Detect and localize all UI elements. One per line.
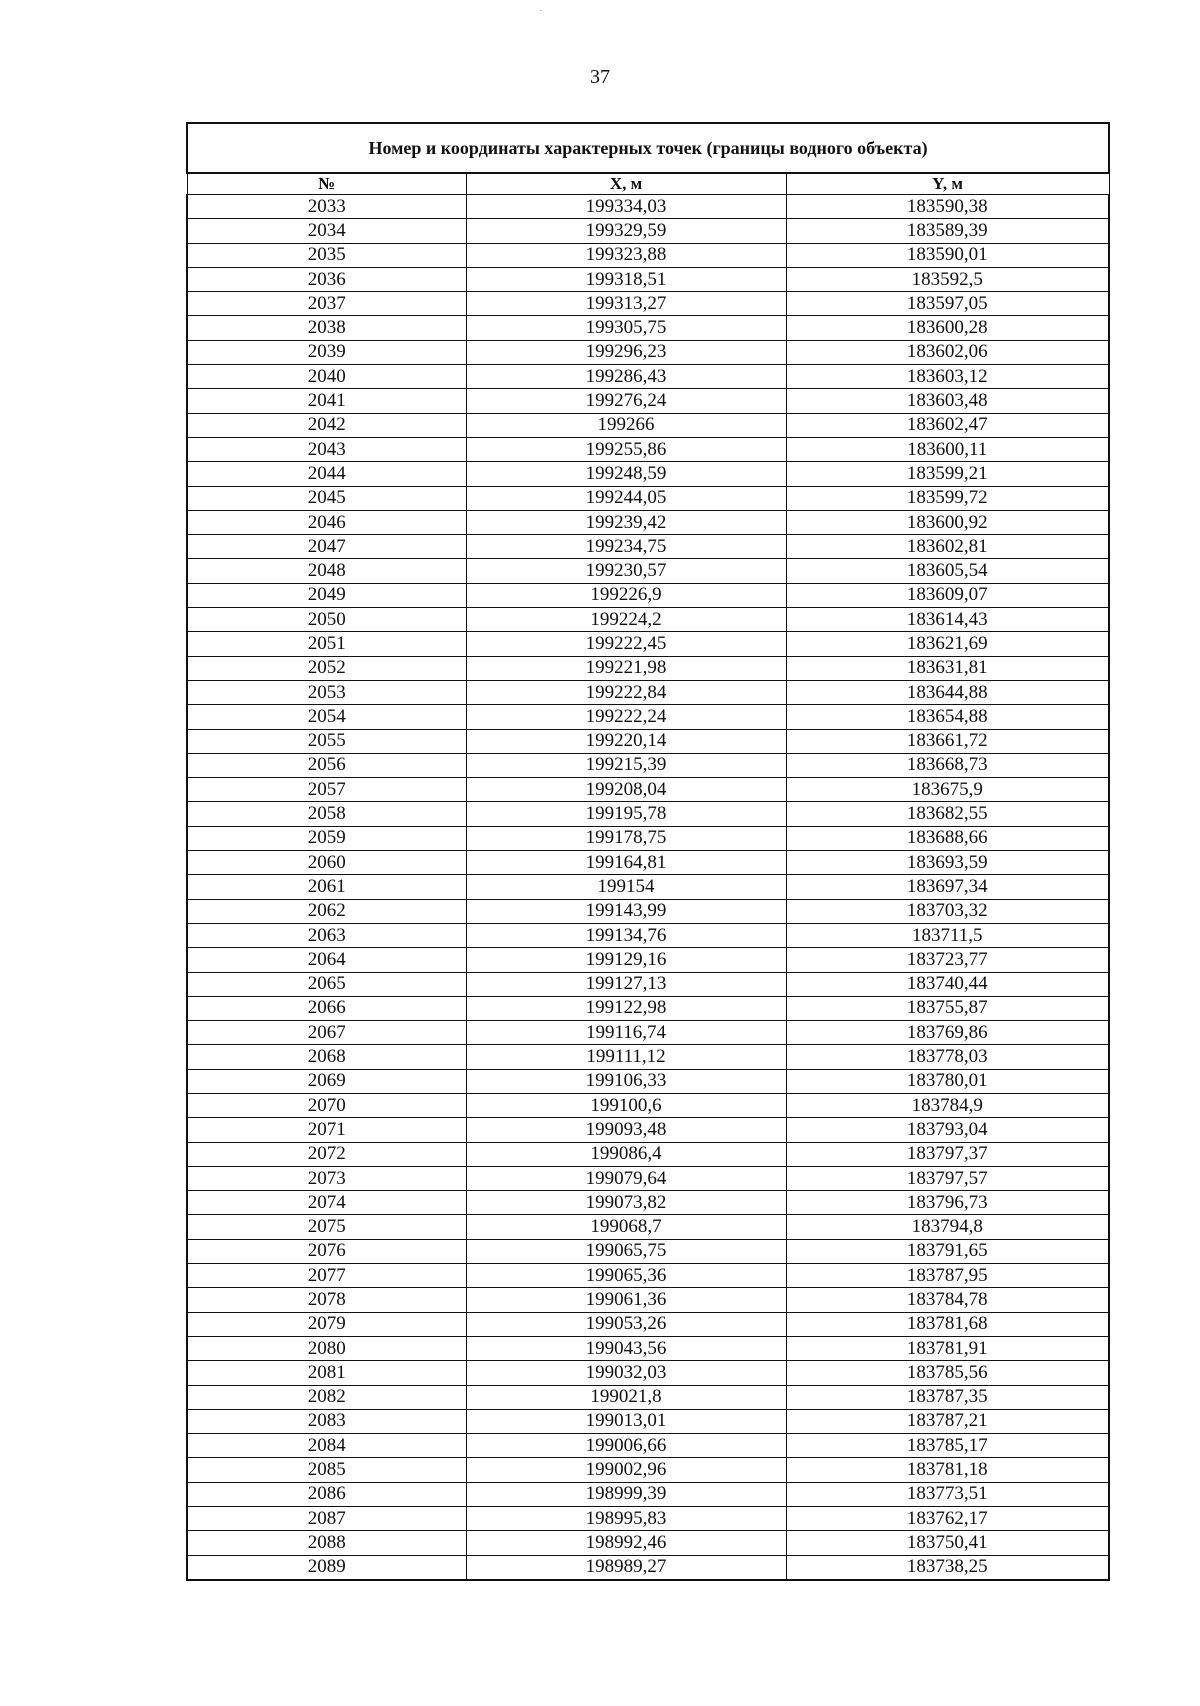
y-coordinate-cell: 183590,01 [786,243,1109,267]
y-coordinate-cell: 183755,87 [786,996,1109,1020]
point-number-cell: 2069 [187,1069,466,1093]
point-number-cell: 2038 [187,316,466,340]
y-coordinate-cell: 183711,5 [786,923,1109,947]
table-row [187,778,1109,802]
point-number-cell: 2040 [187,365,466,389]
x-coordinate-cell: 199296,23 [466,340,786,364]
x-coordinate-cell: 198999,39 [466,1482,786,1506]
x-coordinate-cell: 199065,75 [466,1239,786,1263]
y-coordinate-cell: 183797,57 [786,1166,1109,1190]
point-number-cell: 2042 [187,413,466,437]
point-number-cell: 2049 [187,583,466,607]
point-number-cell: 2051 [187,632,466,656]
table-row [187,1409,1109,1433]
point-number-cell: 2041 [187,389,466,413]
x-coordinate-cell: 199127,13 [466,972,786,996]
y-coordinate-cell: 183600,11 [786,437,1109,461]
x-coordinate-cell: 199230,57 [466,559,786,583]
point-number-cell: 2074 [187,1191,466,1215]
x-coordinate-cell: 199122,98 [466,996,786,1020]
table-row [187,583,1109,607]
point-number-cell: 2050 [187,608,466,632]
point-number-cell: 2064 [187,948,466,972]
y-coordinate-cell: 183631,81 [786,656,1109,680]
x-coordinate-cell: 199021,8 [466,1385,786,1409]
x-coordinate-cell: 199244,05 [466,486,786,510]
table-row [187,340,1109,364]
point-number-cell: 2035 [187,243,466,267]
y-coordinate-cell: 183793,04 [786,1118,1109,1142]
y-coordinate-cell: 183773,51 [786,1482,1109,1506]
x-coordinate-cell: 199086,4 [466,1142,786,1166]
table-row [187,389,1109,413]
table-row [187,680,1109,704]
x-coordinate-cell: 198992,46 [466,1531,786,1555]
table-row [187,1118,1109,1142]
table-row [187,486,1109,510]
table-row [187,1166,1109,1190]
x-coordinate-cell: 199313,27 [466,292,786,316]
y-coordinate-cell: 183592,5 [786,267,1109,291]
y-coordinate-cell: 183602,47 [786,413,1109,437]
table-row [187,535,1109,559]
point-number-cell: 2080 [187,1336,466,1360]
x-coordinate-cell: 199215,39 [466,753,786,777]
table-row [187,1336,1109,1360]
x-coordinate-cell: 199073,82 [466,1191,786,1215]
table-row [187,1191,1109,1215]
y-coordinate-cell: 183785,56 [786,1361,1109,1385]
y-coordinate-cell: 183703,32 [786,899,1109,923]
table-row [187,1312,1109,1336]
point-number-cell: 2078 [187,1288,466,1312]
table-title: Номер и координаты характерных точек (границы водного объекта) [187,123,1109,173]
page-number: 37 [590,66,610,88]
table-row [187,1142,1109,1166]
y-coordinate-cell: 183797,37 [786,1142,1109,1166]
table-row [187,1239,1109,1263]
table-row [187,851,1109,875]
y-coordinate-cell: 183697,34 [786,875,1109,899]
point-number-cell: 2036 [187,267,466,291]
point-number-cell: 2054 [187,705,466,729]
y-coordinate-cell: 183693,59 [786,851,1109,875]
point-number-cell: 2065 [187,972,466,996]
point-number-cell: 2046 [187,510,466,534]
scan-speck [540,10,542,11]
y-coordinate-cell: 183602,81 [786,535,1109,559]
x-coordinate-cell: 199226,9 [466,583,786,607]
x-coordinate-cell: 199318,51 [466,267,786,291]
table-row [187,1361,1109,1385]
point-number-cell: 2083 [187,1409,466,1433]
y-coordinate-cell: 183740,44 [786,972,1109,996]
x-coordinate-cell: 199134,76 [466,923,786,947]
table-row [187,1045,1109,1069]
point-number-cell: 2073 [187,1166,466,1190]
x-coordinate-cell: 199068,7 [466,1215,786,1239]
table-row [187,1069,1109,1093]
x-coordinate-cell: 199116,74 [466,1021,786,1045]
y-coordinate-cell: 183785,17 [786,1434,1109,1458]
x-coordinate-cell: 199006,66 [466,1434,786,1458]
x-coordinate-cell: 199106,33 [466,1069,786,1093]
point-number-cell: 2077 [187,1264,466,1288]
table-row [187,1458,1109,1482]
table-row [187,802,1109,826]
point-number-cell: 2058 [187,802,466,826]
point-number-cell: 2086 [187,1482,466,1506]
table-row [187,437,1109,461]
point-number-cell: 2048 [187,559,466,583]
x-coordinate-cell: 199043,56 [466,1336,786,1360]
y-coordinate-cell: 183661,72 [786,729,1109,753]
table-body [187,195,1109,1580]
y-coordinate-cell: 183599,72 [786,486,1109,510]
x-coordinate-cell: 199100,6 [466,1093,786,1117]
table-row [187,899,1109,923]
y-coordinate-cell: 183682,55 [786,802,1109,826]
y-coordinate-cell: 183778,03 [786,1045,1109,1069]
x-coordinate-cell: 199222,45 [466,632,786,656]
x-coordinate-cell: 198995,83 [466,1507,786,1531]
table-row [187,705,1109,729]
point-number-cell: 2084 [187,1434,466,1458]
x-coordinate-cell: 199053,26 [466,1312,786,1336]
x-coordinate-cell: 199178,75 [466,826,786,850]
x-coordinate-cell: 199111,12 [466,1045,786,1069]
table-row [187,948,1109,972]
table-row [187,510,1109,534]
x-coordinate-cell: 199013,01 [466,1409,786,1433]
x-coordinate-cell: 199239,42 [466,510,786,534]
point-number-cell: 2066 [187,996,466,1020]
y-coordinate-cell: 183688,66 [786,826,1109,850]
y-coordinate-cell: 183723,77 [786,948,1109,972]
table-row [187,632,1109,656]
y-coordinate-cell: 183784,9 [786,1093,1109,1117]
point-number-cell: 2070 [187,1093,466,1117]
y-coordinate-cell: 183781,18 [786,1458,1109,1482]
table-row [187,826,1109,850]
point-number-cell: 2081 [187,1361,466,1385]
point-number-cell: 2047 [187,535,466,559]
y-coordinate-cell: 183603,48 [786,389,1109,413]
table-row [187,365,1109,389]
x-coordinate-cell: 199248,59 [466,462,786,486]
x-coordinate-cell: 199079,64 [466,1166,786,1190]
point-number-cell: 2055 [187,729,466,753]
point-number-cell: 2063 [187,923,466,947]
x-coordinate-cell: 199255,86 [466,437,786,461]
point-number-cell: 2056 [187,753,466,777]
table-row [187,1434,1109,1458]
point-number-cell: 2085 [187,1458,466,1482]
table-row [187,1482,1109,1506]
table-row [187,292,1109,316]
point-number-cell: 2044 [187,462,466,486]
x-coordinate-cell: 199129,16 [466,948,786,972]
x-coordinate-cell: 199061,36 [466,1288,786,1312]
x-coordinate-cell: 199334,03 [466,195,786,219]
point-number-cell: 2039 [187,340,466,364]
y-coordinate-cell: 183796,73 [786,1191,1109,1215]
y-coordinate-cell: 183668,73 [786,753,1109,777]
y-coordinate-cell: 183599,21 [786,462,1109,486]
table-row [187,195,1109,219]
header-x: X, м [466,173,786,195]
y-coordinate-cell: 183602,06 [786,340,1109,364]
table-row [187,656,1109,680]
table-row [187,1215,1109,1239]
y-coordinate-cell: 183794,8 [786,1215,1109,1239]
x-coordinate-cell: 199266 [466,413,786,437]
point-number-cell: 2037 [187,292,466,316]
table-row [187,559,1109,583]
table-row [187,608,1109,632]
y-coordinate-cell: 183603,12 [786,365,1109,389]
point-number-cell: 2068 [187,1045,466,1069]
y-coordinate-cell: 183738,25 [786,1555,1109,1580]
point-number-cell: 2087 [187,1507,466,1531]
x-coordinate-cell: 199305,75 [466,316,786,340]
y-coordinate-cell: 183750,41 [786,1531,1109,1555]
header-number: № [187,173,466,195]
table-row [187,972,1109,996]
table-row [187,875,1109,899]
table-row [187,462,1109,486]
point-number-cell: 2075 [187,1215,466,1239]
header-y: Y, м [786,173,1109,195]
y-coordinate-cell: 183644,88 [786,680,1109,704]
table-row [187,219,1109,243]
y-coordinate-cell: 183780,01 [786,1069,1109,1093]
point-number-cell: 2082 [187,1385,466,1409]
x-coordinate-cell: 199222,24 [466,705,786,729]
x-coordinate-cell: 199329,59 [466,219,786,243]
y-coordinate-cell: 183787,21 [786,1409,1109,1433]
x-coordinate-cell: 199221,98 [466,656,786,680]
y-coordinate-cell: 183769,86 [786,1021,1109,1045]
point-number-cell: 2059 [187,826,466,850]
point-number-cell: 2053 [187,680,466,704]
x-coordinate-cell: 199234,75 [466,535,786,559]
y-coordinate-cell: 183654,88 [786,705,1109,729]
y-coordinate-cell: 183589,39 [786,219,1109,243]
point-number-cell: 2061 [187,875,466,899]
table-row [187,1093,1109,1117]
table-row [187,1507,1109,1531]
y-coordinate-cell: 183614,43 [786,608,1109,632]
y-coordinate-cell: 183605,54 [786,559,1109,583]
table-row [187,1021,1109,1045]
x-coordinate-cell: 198989,27 [466,1555,786,1580]
x-coordinate-cell: 199143,99 [466,899,786,923]
x-coordinate-cell: 199164,81 [466,851,786,875]
y-coordinate-cell: 183675,9 [786,778,1109,802]
x-coordinate-cell: 199323,88 [466,243,786,267]
x-coordinate-cell: 199093,48 [466,1118,786,1142]
x-coordinate-cell: 199286,43 [466,365,786,389]
x-coordinate-cell: 199195,78 [466,802,786,826]
point-number-cell: 2089 [187,1555,466,1580]
y-coordinate-cell: 183781,68 [786,1312,1109,1336]
x-coordinate-cell: 199032,03 [466,1361,786,1385]
x-coordinate-cell: 199276,24 [466,389,786,413]
point-number-cell: 2052 [187,656,466,680]
coordinates-table [186,122,1110,1581]
x-coordinate-cell: 199002,96 [466,1458,786,1482]
y-coordinate-cell: 183787,95 [786,1264,1109,1288]
point-number-cell: 2071 [187,1118,466,1142]
table-row [187,923,1109,947]
x-coordinate-cell: 199220,14 [466,729,786,753]
point-number-cell: 2079 [187,1312,466,1336]
y-coordinate-cell: 183781,91 [786,1336,1109,1360]
point-number-cell: 2088 [187,1531,466,1555]
table-row [187,267,1109,291]
x-coordinate-cell: 199208,04 [466,778,786,802]
table-row [187,1385,1109,1409]
y-coordinate-cell: 183600,28 [786,316,1109,340]
table-row [187,753,1109,777]
table-row [187,996,1109,1020]
x-coordinate-cell: 199065,36 [466,1264,786,1288]
x-coordinate-cell: 199154 [466,875,786,899]
point-number-cell: 2062 [187,899,466,923]
y-coordinate-cell: 183600,92 [786,510,1109,534]
table-row [187,1555,1109,1580]
y-coordinate-cell: 183609,07 [786,583,1109,607]
table-row [187,1264,1109,1288]
y-coordinate-cell: 183762,17 [786,1507,1109,1531]
x-coordinate-cell: 199224,2 [466,608,786,632]
point-number-cell: 2067 [187,1021,466,1045]
point-number-cell: 2034 [187,219,466,243]
table-row [187,729,1109,753]
y-coordinate-cell: 183597,05 [786,292,1109,316]
point-number-cell: 2072 [187,1142,466,1166]
point-number-cell: 2033 [187,195,466,219]
y-coordinate-cell: 183791,65 [786,1239,1109,1263]
y-coordinate-cell: 183590,38 [786,195,1109,219]
x-coordinate-cell: 199222,84 [466,680,786,704]
y-coordinate-cell: 183621,69 [786,632,1109,656]
y-coordinate-cell: 183784,78 [786,1288,1109,1312]
point-number-cell: 2060 [187,851,466,875]
table-row [187,413,1109,437]
table-row [187,243,1109,267]
point-number-cell: 2057 [187,778,466,802]
coordinates-table-container [186,122,1108,1581]
point-number-cell: 2076 [187,1239,466,1263]
point-number-cell: 2043 [187,437,466,461]
table-row [187,1531,1109,1555]
point-number-cell: 2045 [187,486,466,510]
y-coordinate-cell: 183787,35 [786,1385,1109,1409]
table-row [187,316,1109,340]
table-row [187,1288,1109,1312]
